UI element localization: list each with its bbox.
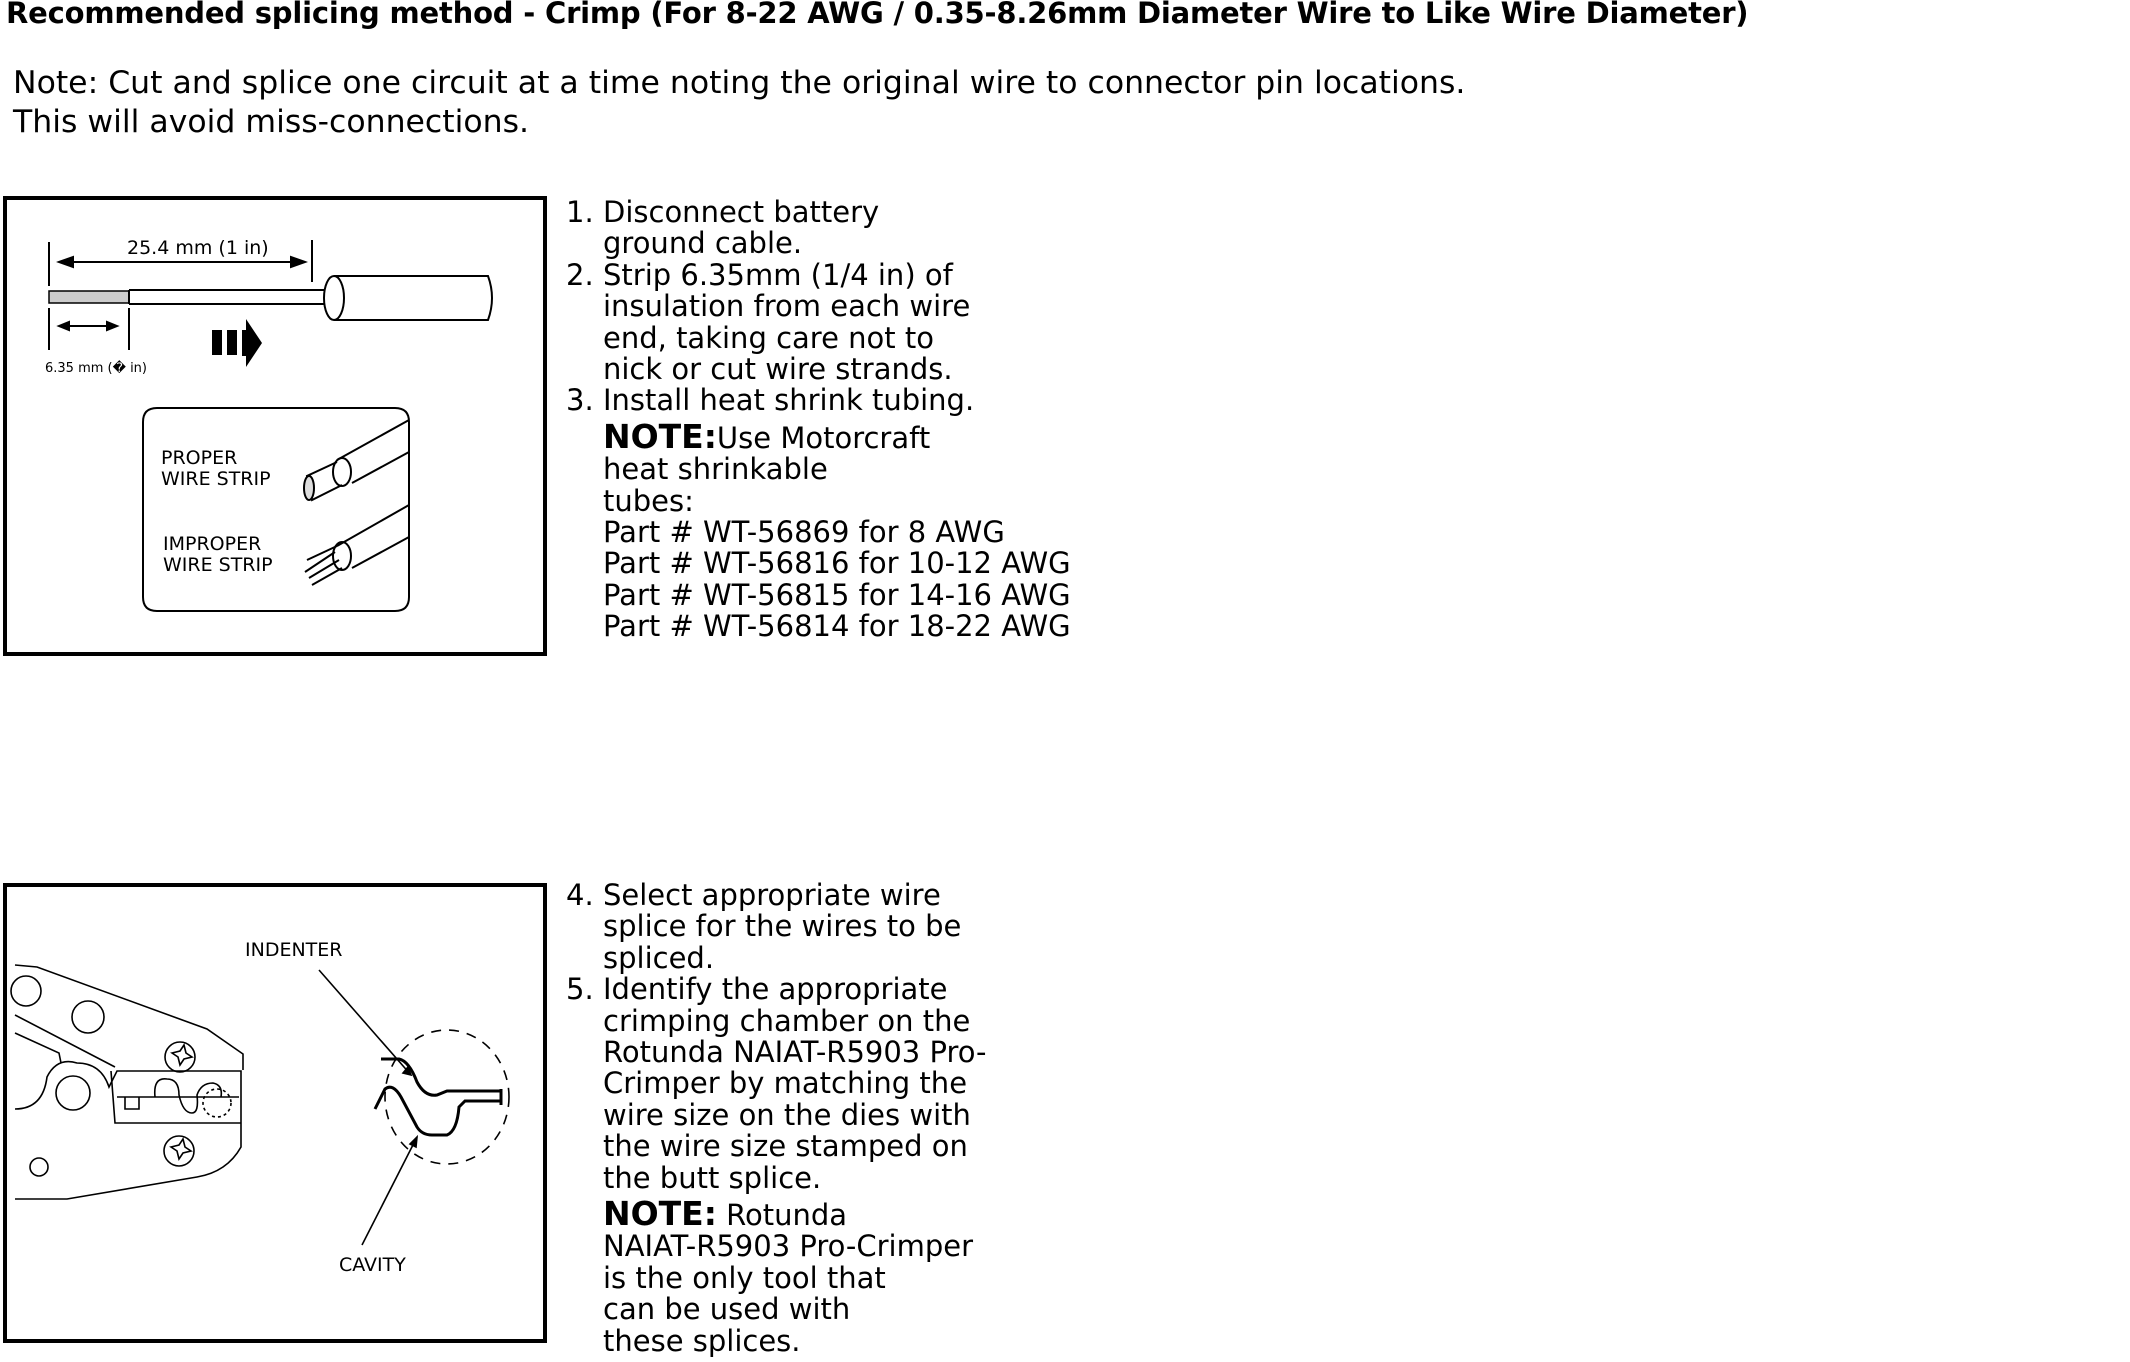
note-text: Rotunda: [716, 1198, 848, 1233]
step-text: Rotunda NAIAT-R5903 Pro-: [603, 1035, 987, 1070]
part-number-18-22awg: Part # WT-56814 for 18-22 AWG: [603, 609, 1071, 644]
step-1: [566, 197, 1071, 260]
cavity-label: CAVITY: [339, 1254, 406, 1276]
improper-label-line1: IMPROPER: [163, 533, 262, 555]
tubing-note: [603, 416, 1071, 644]
steps-list-1: [566, 197, 1071, 643]
step-text: Select appropriate wire: [603, 878, 941, 912]
part-number-8awg: Part # WT-56869 for 8 AWG: [603, 515, 1005, 550]
step-5: [566, 974, 987, 1194]
step-2: [566, 257, 1071, 387]
step-text: the wire size stamped on: [603, 1129, 968, 1164]
improper-label-line2: WIRE STRIP: [163, 554, 273, 576]
part-number-10-12awg: Part # WT-56816 for 10-12 AWG: [603, 546, 1071, 581]
crimper-illustration: [7, 887, 543, 1339]
step-text: ground cable.: [603, 226, 803, 261]
step-number: 5.: [566, 972, 594, 1007]
note-label: NOTE:: [603, 416, 717, 456]
tool-note: [603, 1194, 987, 1358]
note-text: Use Motorcraft: [716, 420, 931, 455]
wire-strip-figure: [3, 196, 547, 656]
step-4: [566, 880, 987, 974]
intro-note-line: This will avoid miss-connections.: [13, 104, 529, 140]
intro-note-line: Note: Cut and splice one circuit at a time noting the original wire to connector pin locations.: [13, 65, 1466, 101]
crimper-figure: [3, 883, 547, 1343]
step-number: 1.: [566, 195, 594, 229]
dimension-long-label: 25.4 mm (1 in): [127, 237, 269, 259]
proper-label-line2: WIRE STRIP: [161, 468, 271, 490]
step-number: 3.: [566, 383, 594, 418]
step-text: crimping chamber on the: [603, 1003, 971, 1038]
step-text: the butt splice.: [603, 1160, 822, 1195]
step-text: nick or cut wire strands.: [603, 352, 953, 387]
note-text: tubes:: [603, 483, 694, 518]
step-text: insulation from each wire: [603, 289, 971, 324]
step-number: 2.: [566, 257, 594, 292]
step-text: spliced.: [603, 940, 715, 975]
steps-list-2: [566, 880, 987, 1357]
step-text: splice for the wires to be: [603, 909, 962, 944]
note-text: heat shrinkable: [603, 452, 828, 487]
wire-strip-illustration: [7, 200, 543, 652]
step-text: Install heat shrink tubing.: [603, 383, 975, 418]
step-text: Identify the appropriate: [603, 972, 948, 1007]
part-number-14-16awg: Part # WT-56815 for 14-16 AWG: [603, 577, 1071, 612]
note-text: NAIAT-R5903 Pro-Crimper: [603, 1229, 974, 1264]
note-text: is the only tool that: [603, 1260, 886, 1295]
indenter-label: INDENTER: [245, 939, 343, 961]
intro-note: [13, 64, 1465, 142]
step-number: 4.: [566, 878, 594, 912]
note-text: these splices.: [603, 1323, 801, 1358]
page-title: Recommended splicing method - Crimp (For 8-22 AWG / 0.35-8.26mm Diameter Wire to Like Wire Diameter): [6, 0, 1749, 30]
note-text: can be used with: [603, 1292, 851, 1327]
step-text: Disconnect battery: [603, 195, 880, 229]
step-text: wire size on the dies with: [603, 1097, 971, 1132]
note-label: NOTE:: [603, 1194, 717, 1234]
step-text: Crimper by matching the: [603, 1066, 968, 1101]
dimension-short-label: 6.35 mm (� in): [45, 361, 147, 376]
proper-label-line1: PROPER: [161, 447, 238, 469]
step-text: Strip 6.35mm (1/4 in) of: [603, 257, 953, 292]
step-text: end, taking care not to: [603, 320, 934, 355]
step-3: [566, 385, 1071, 416]
